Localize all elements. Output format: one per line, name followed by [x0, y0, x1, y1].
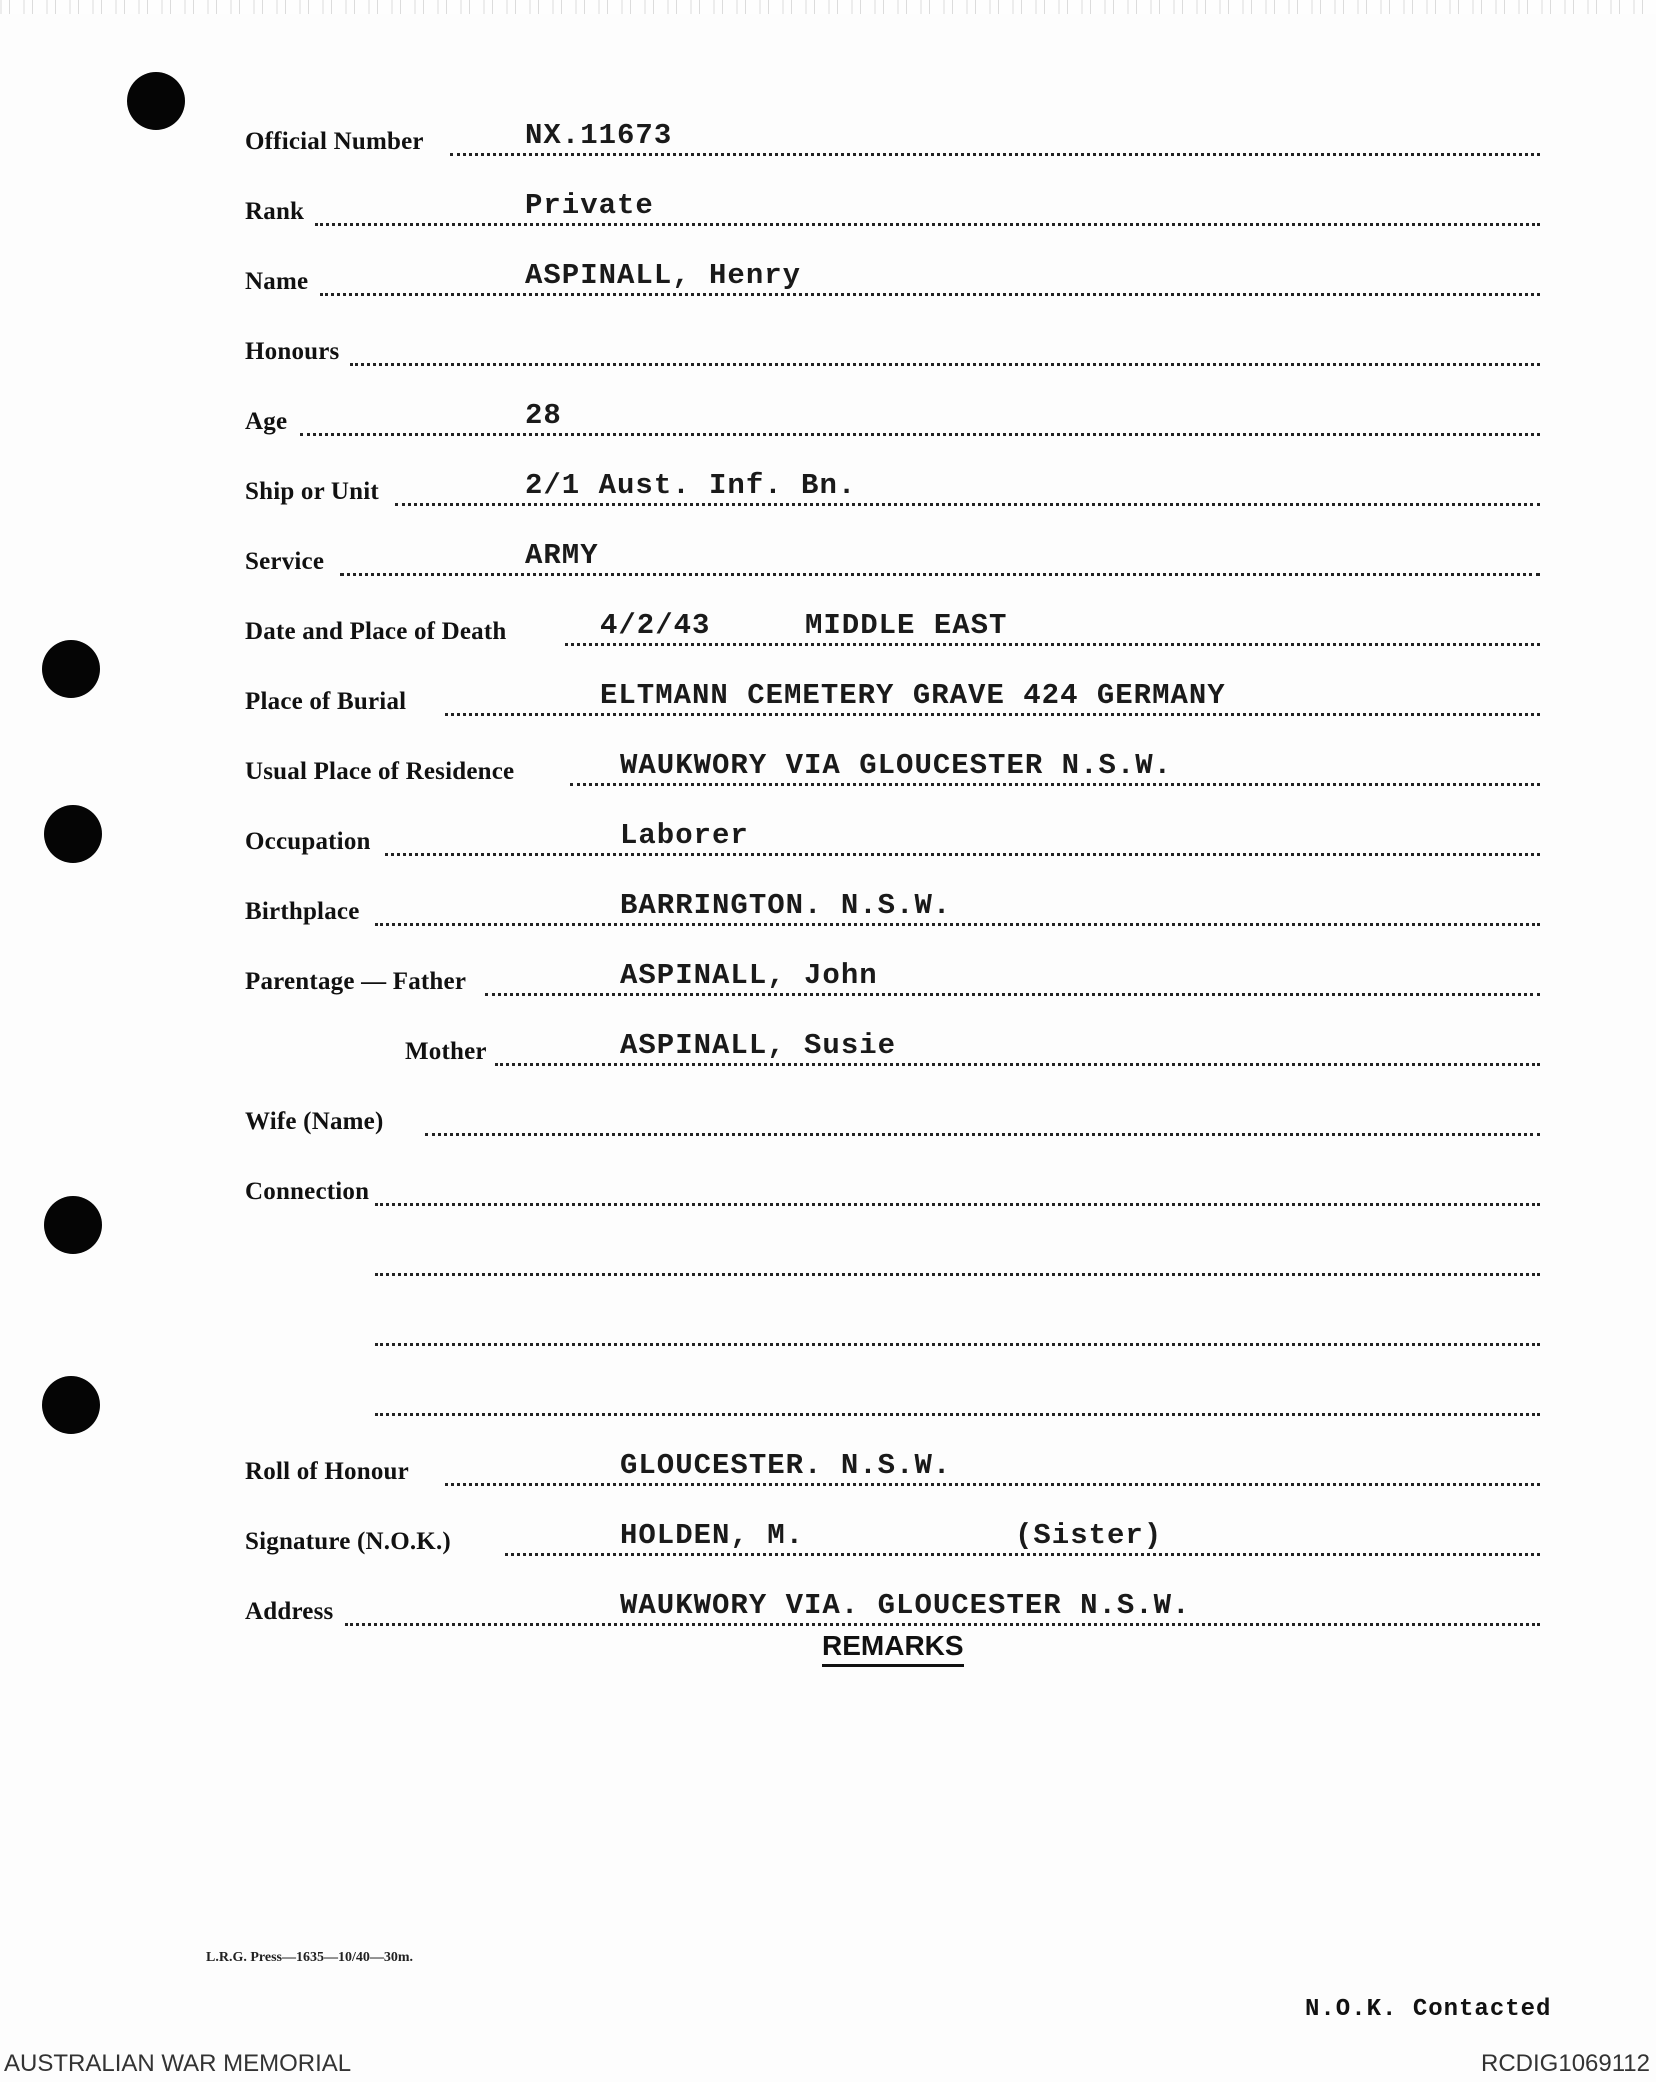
dotted-line [485, 993, 1540, 996]
dotted-line [300, 433, 1540, 436]
connection-label: Connection [245, 1178, 370, 1205]
death-date-value: 4/2/43 [600, 609, 711, 642]
row-blank-line [245, 1314, 1540, 1354]
punch-hole [44, 1196, 102, 1254]
dotted-line [320, 293, 1540, 296]
row-signature [245, 1519, 1540, 1564]
dotted-line [505, 1553, 1540, 1556]
address-label: Address [245, 1598, 334, 1625]
dotted-line [570, 783, 1540, 786]
parentage-father-label: Parentage — Father [245, 968, 467, 995]
printer-imprint: L.R.G. Press—1635—10/40—30m. [206, 1950, 414, 1965]
row-parentage-father [245, 959, 1540, 1004]
ship-or-unit-label: Ship or Unit [245, 478, 379, 505]
punch-hole [44, 805, 102, 863]
row-birthplace [245, 889, 1540, 934]
row-honours [245, 334, 1540, 374]
row-roll-of-honour [245, 1449, 1540, 1494]
usual-residence-value: WAUKWORY VIA GLOUCESTER N.S.W. [620, 749, 1173, 782]
name-value: ASPINALL, Henry [525, 259, 802, 292]
roll-of-honour-value: GLOUCESTER. N.S.W. [620, 1449, 952, 1482]
address-value: WAUKWORY VIA. GLOUCESTER N.S.W. [620, 1589, 1191, 1622]
age-value: 28 [525, 399, 562, 432]
dotted-line [345, 1623, 1540, 1626]
punch-hole [42, 1376, 100, 1434]
punch-hole [42, 640, 100, 698]
dotted-line [375, 1273, 1540, 1276]
name-label: Name [245, 268, 309, 295]
dotted-line [350, 363, 1540, 366]
age-label: Age [245, 408, 288, 435]
dotted-line [565, 643, 1540, 646]
row-connection [245, 1174, 1540, 1214]
row-address [245, 1589, 1540, 1634]
scan-edge-noise [0, 0, 1656, 14]
dotted-line [340, 573, 1540, 576]
death-place-value: MIDDLE EAST [805, 609, 1008, 642]
honours-label: Honours [245, 338, 340, 365]
roll-of-honour-label: Roll of Honour [245, 1458, 409, 1485]
parentage-mother-value: ASPINALL, Susie [620, 1029, 897, 1062]
dotted-line [385, 853, 1540, 856]
dotted-line [375, 923, 1540, 926]
rank-value: Private [525, 189, 654, 222]
row-usual-residence [245, 749, 1540, 794]
signature-label: Signature (N.O.K.) [245, 1528, 451, 1555]
dotted-line [375, 1343, 1540, 1346]
official-number-value: NX.11673 [525, 119, 673, 152]
row-blank-line [245, 1384, 1540, 1424]
dotted-line [495, 1063, 1540, 1066]
row-service [245, 539, 1540, 584]
row-occupation [245, 819, 1540, 864]
punch-hole [127, 72, 185, 130]
row-blank-line [245, 1244, 1540, 1284]
dotted-line [375, 1413, 1540, 1416]
signature-value: HOLDEN, M. [620, 1519, 805, 1552]
row-official-number [245, 119, 1540, 164]
wife-label: Wife (Name) [245, 1108, 384, 1135]
place-of-burial-label: Place of Burial [245, 688, 407, 715]
remarks-heading: REMARKS [822, 1630, 964, 1667]
parentage-mother-label: Mother [405, 1038, 487, 1065]
birthplace-value: BARRINGTON. N.S.W. [620, 889, 952, 922]
row-name [245, 259, 1540, 304]
nok-stamp: N.O.K. Contacted [1305, 1996, 1552, 2023]
rank-label: Rank [245, 198, 305, 225]
row-rank [245, 189, 1540, 234]
parentage-father-value: ASPINALL, John [620, 959, 878, 992]
footer-institution: AUSTRALIAN WAR MEMORIAL [4, 2050, 352, 2077]
date-place-death-label: Date and Place of Death [245, 618, 507, 645]
official-number-label: Official Number [245, 128, 424, 155]
dotted-line [425, 1133, 1540, 1136]
service-value: ARMY [525, 539, 599, 572]
occupation-label: Occupation [245, 828, 371, 855]
place-of-burial-value: ELTMANN CEMETERY GRAVE 424 GERMANY [600, 679, 1226, 712]
ship-or-unit-value: 2/1 Aust. Inf. Bn. [525, 469, 857, 502]
dotted-line [445, 713, 1540, 716]
row-date-place-death [245, 609, 1540, 654]
row-wife [245, 1104, 1540, 1144]
row-ship-or-unit [245, 469, 1540, 514]
service-label: Service [245, 548, 325, 575]
birthplace-label: Birthplace [245, 898, 360, 925]
dotted-line [375, 1203, 1540, 1206]
row-place-of-burial [245, 679, 1540, 724]
row-age [245, 399, 1540, 444]
dotted-line [450, 153, 1540, 156]
dotted-line [395, 503, 1540, 506]
row-parentage-mother [245, 1029, 1540, 1074]
usual-residence-label: Usual Place of Residence [245, 758, 515, 785]
dotted-line [315, 223, 1540, 226]
occupation-value: Laborer [620, 819, 749, 852]
signature-relation: (Sister) [1015, 1519, 1163, 1552]
dotted-line [445, 1483, 1540, 1486]
footer-document-id: RCDIG1069112 [1481, 2050, 1650, 2077]
